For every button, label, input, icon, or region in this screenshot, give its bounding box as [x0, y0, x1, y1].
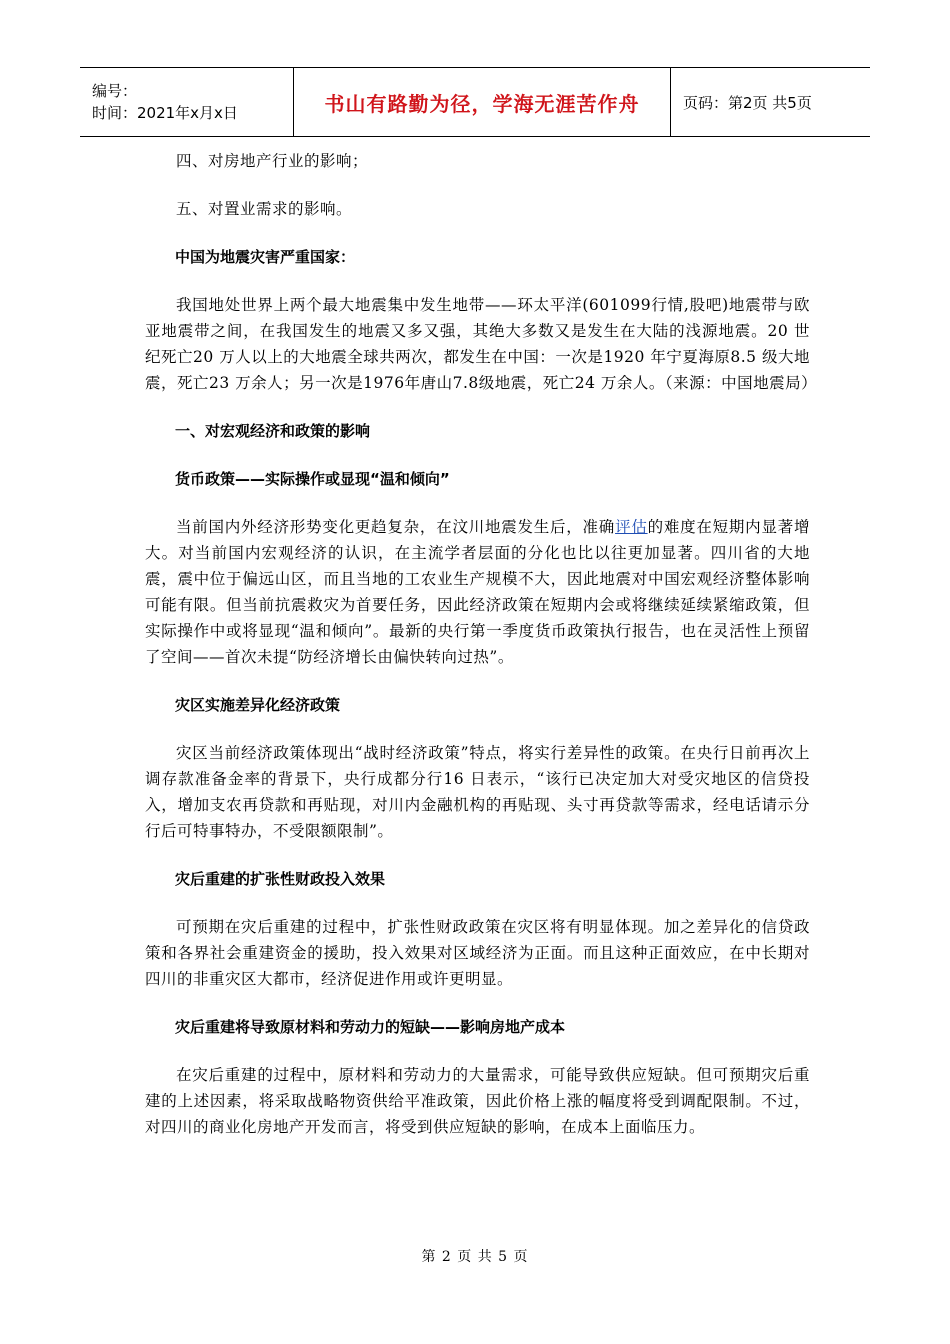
heading-macro-economy: 一、对宏观经济和政策的影响	[175, 422, 371, 440]
heading-fiscal-investment: 灾后重建的扩张性财政投入效果	[175, 870, 386, 888]
header-motto: 书山有路勤为径，学海无涯苦作舟	[293, 68, 671, 136]
header-page-number: 页码：第2页 共5页	[683, 93, 812, 112]
heading-disaster-zone-policy: 灾区实施差异化经济政策	[175, 696, 341, 714]
paragraph-monetary-policy	[145, 514, 810, 670]
paragraph-monetary-text-b: 的难度在短期内显著增大。对当前国内宏观经济的认识，在主流学者层面的分化也比以往更加显著。四川省的大地震，震中位于偏远山区，而且当地的工农业生产规模不大，因此地震对中国宏观经济整体影响可能有限。但当前抗震救灾为首要任务，因此经济政策在短期内会或将继续延续紧缩政策，但实际操作中或将显现“温和倾向”。最新的央行第一季度货币政策执行报告，也在灵活性上预留了空间——首次未提“防经济增长由偏快转向过热”。	[145, 518, 810, 666]
paragraph-fiscal-investment: 可预期在灾后重建的过程中，扩张性财政政策在灾区将有明显体现。加之差异化的信贷政策和各界社会重建资金的援助，投入效果对区域经济为正面。而且这种正面效应，在中长期对四川的非重灾区大都市，经济促进作用或许更明显。	[145, 918, 810, 988]
link-assessment[interactable]: 评估	[615, 518, 648, 536]
heading-monetary-policy: 货币政策——实际操作或显现“温和倾向”	[175, 470, 450, 488]
doc-number-label: 编号：	[92, 82, 138, 100]
paragraph-monetary-text-a: 当前国内外经济形势变化更趋复杂，在汶川地震发生后，准确	[176, 518, 616, 536]
paragraph-material-shortage: 在灾后重建的过程中，原材料和劳动力的大量需求，可能导致供应短缺。但可预期灾后重建的上述因素，将采取战略物资供给平准政策，因此价格上涨的幅度将受到调配限制。不过，对四川的商业化房地产开发而言，将受到供应短缺的影响，在成本上面临压力。	[145, 1066, 810, 1136]
document-body	[145, 148, 818, 1140]
header-meta	[80, 68, 293, 136]
heading-material-shortage: 灾后重建将导致原材料和劳动力的短缺——影响房地产成本	[175, 1018, 566, 1036]
paragraph-disaster-zone-policy: 灾区当前经济政策体现出“战时经济政策”特点，将实行差异性的政策。在央行日前再次上调存款准备金率的背景下，央行成都分行16 日表示，“该行已决定加大对受灾地区的信贷投入，增加支农再贷款和再贴现，对川内金融机构的再贴现、头寸再贷款等需求，经电话请示分行后可特事特办，不受限额限制”。	[145, 744, 810, 840]
list-item-4: 四、对房地产行业的影响；	[176, 152, 369, 170]
page-header	[80, 67, 870, 137]
page-footer: 第 2 页 共 5 页	[421, 1249, 529, 1265]
list-item-5: 五、对置业需求的影响。	[176, 200, 353, 218]
paragraph-china-earthquake: 我国地处世界上两个最大地震集中发生地带——环太平洋(601099行情,股吧)地震带与欧亚地震带之间，在我国发生的地震又多又强，其绝大多数又是发生在大陆的浅源地震。20 世纪死亡20 万人以上的大地震全球共两次，都发生在中国：一次是1920 年宁夏海原8.5 级大地震，死亡23 万余人；另一次是1976年唐山7.8级地震，死亡24 万余人。（来源：中国地震局）	[145, 296, 818, 392]
heading-china-earthquake: 中国为地震灾害严重国家：	[175, 248, 356, 266]
doc-date-label: 时间：2021年x月x日	[92, 104, 238, 122]
